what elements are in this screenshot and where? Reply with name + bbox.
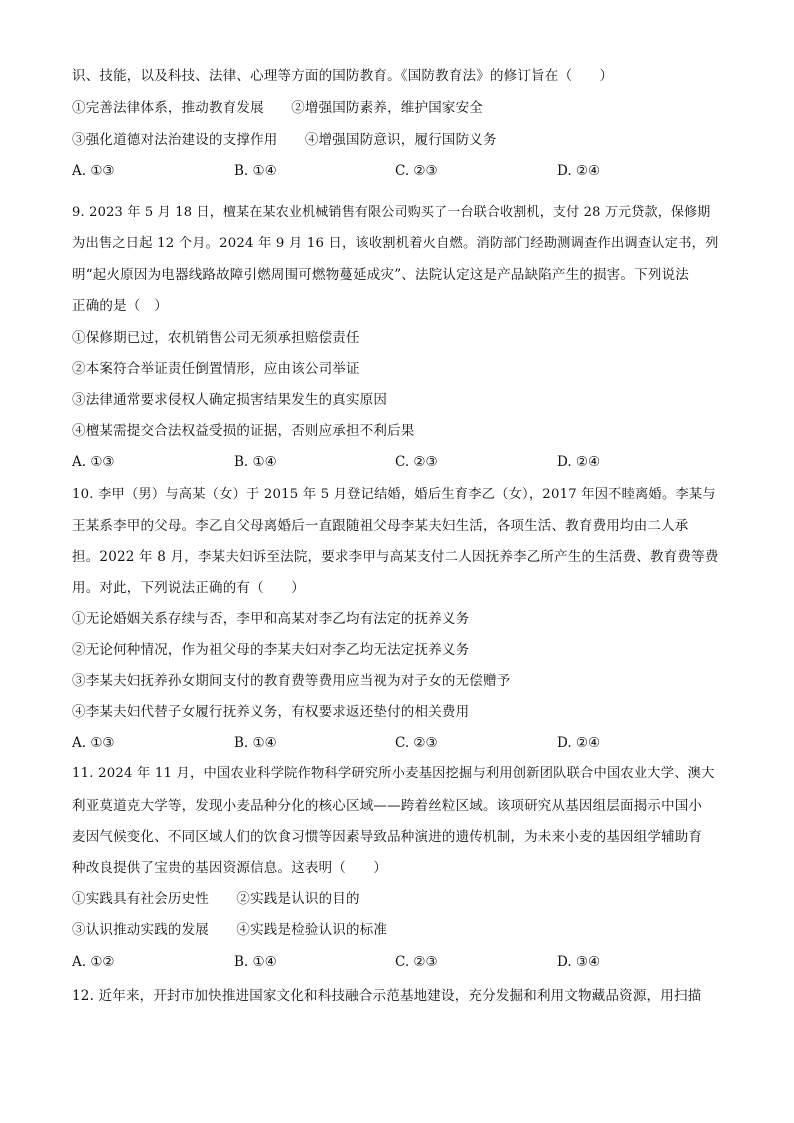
q9-line-2: 为出售之日起 12 个月。2024 年 9 月 16 日，该收割机着火自燃。消防部门经勘测调查作出调查认定书，列 [72,236,719,251]
q9-option-c: C. ②③ [395,454,438,470]
q10-statement-3: ③李某夫妇抚养孙女期间支付的教育费等费用应当视为对子女的无偿赠予 [72,673,511,689]
q9-option-d: D. ②④ [557,454,601,470]
q12-line-1: 12. 近年来，开封市加快推进国家文化和科技融合示范基地建设，充分发掘和利用文物藏品资源，用扫描 [72,988,702,1004]
q9-line-1: 9. 2023 年 5 月 18 日，檀某在某农业机械销售有限公司购买了一台联合收割机，支付 28 万元贷款，保修期 [72,205,711,220]
q10-line-3: 担。2022 年 8 月，李某夫妇诉至法院，要求李甲与高某支付二人因抚养李乙所产生的生活费、教育费等费 [72,549,719,565]
q10-statement-1: ①无论婚姻关系存续与否，李甲和高某对李乙均有法定的抚养义务 [72,611,470,627]
q11-option-a: A. ①② [72,954,115,970]
q10-statement-2: ②无论何种情况，作为祖父母的李某夫妇对李乙均无法定抚养义务 [72,642,470,658]
q8-option-a: A. ①③ [72,163,115,179]
q9-option-b: B. ①④ [234,454,277,470]
q10-line-1: 10. 李甲（男）与高某（女）于 2015 年 5 月登记结婚，婚后生育李乙（女），2017 年因不睦离婚。李某与 [72,487,716,502]
q10-option-a: A. ①③ [72,735,115,751]
q9-option-a: A. ①③ [72,454,115,470]
q9-statement-2: ②本案符合举证责任倒置情形，应由该公司举证 [72,361,360,377]
q11-option-d: D. ③④ [557,954,601,970]
q9-line-3: 明“起火原因为电器线路故障引燃周围可燃物蔓延成灾”、法院认定这是产品缺陷产生的损害。下列说法 [72,267,690,283]
q10-option-d: D. ②④ [557,735,601,751]
q9-statement-3: ③法律通常要求侵权人确定损害结果发生的真实原因 [72,392,388,408]
q8-option-b: B. ①④ [234,163,277,179]
q10-line-4: 用。对此，下列说法正确的有（ ） [72,580,305,596]
q11-option-b: B. ①④ [234,954,277,970]
q11-option-c: C. ②③ [395,954,438,970]
q11-line-3: 麦因气候变化、不同区域人们的饮食习惯等因素导致品种演进的遗传机制，为未来小麦的基因组学辅助育 [72,829,703,845]
q10-option-b: B. ①④ [234,735,277,751]
q11-statement-1: ①实践具有社会历史性 ②实践是认识的目的 [72,891,360,907]
q11-line-2: 利亚莫道克大学等，发现小麦品种分化的核心区域——跨着丝粒区域。该项研究从基因组层面揭示中国小 [72,798,703,814]
q10-line-2: 王某系李甲的父母。李乙自父母离婚后一直跟随祖父母李某夫妇生活，各项生活、教育费用均由二人承 [72,518,689,534]
q9-statement-1: ①保修期已过，农机销售公司无须承担赔偿责任 [72,330,360,346]
q8-statement-1: ①完善法律体系，推动教育发展 ②增强国防素养，维护国家安全 [72,100,483,116]
q8-statement-2: ③强化道德对法治建设的支撑作用 ④增强国防意识，履行国防义务 [72,132,497,148]
q8-option-d: D. ②④ [557,163,601,179]
q10-option-c: C. ②③ [395,735,438,751]
q11-statement-2: ③认识推动实践的发展 ④实践是检验认识的标准 [72,922,388,938]
q9-line-4: 正确的是（ ） [72,298,168,314]
q9-statement-4: ④檀某需提交合法权益受损的证据，否则应承担不利后果 [72,423,415,439]
q11-line-1: 11. 2024 年 11 月，中国农业科学院作物科学研究所小麦基因挖掘与利用创新团队联合中国农业大学、澳大 [72,766,715,781]
q8-line-1: 识、技能，以及科技、法律、心理等方面的国防教育。《国防教育法》的修订旨在（ ） [72,68,614,84]
q11-line-4: 种改良提供了宝贵的基因资源信息。这表明（ ） [72,860,388,876]
q10-statement-4: ④李某夫妇代替子女履行抚养义务，有权要求返还垫付的相关费用 [72,704,470,720]
q8-option-c: C. ②③ [395,163,438,179]
